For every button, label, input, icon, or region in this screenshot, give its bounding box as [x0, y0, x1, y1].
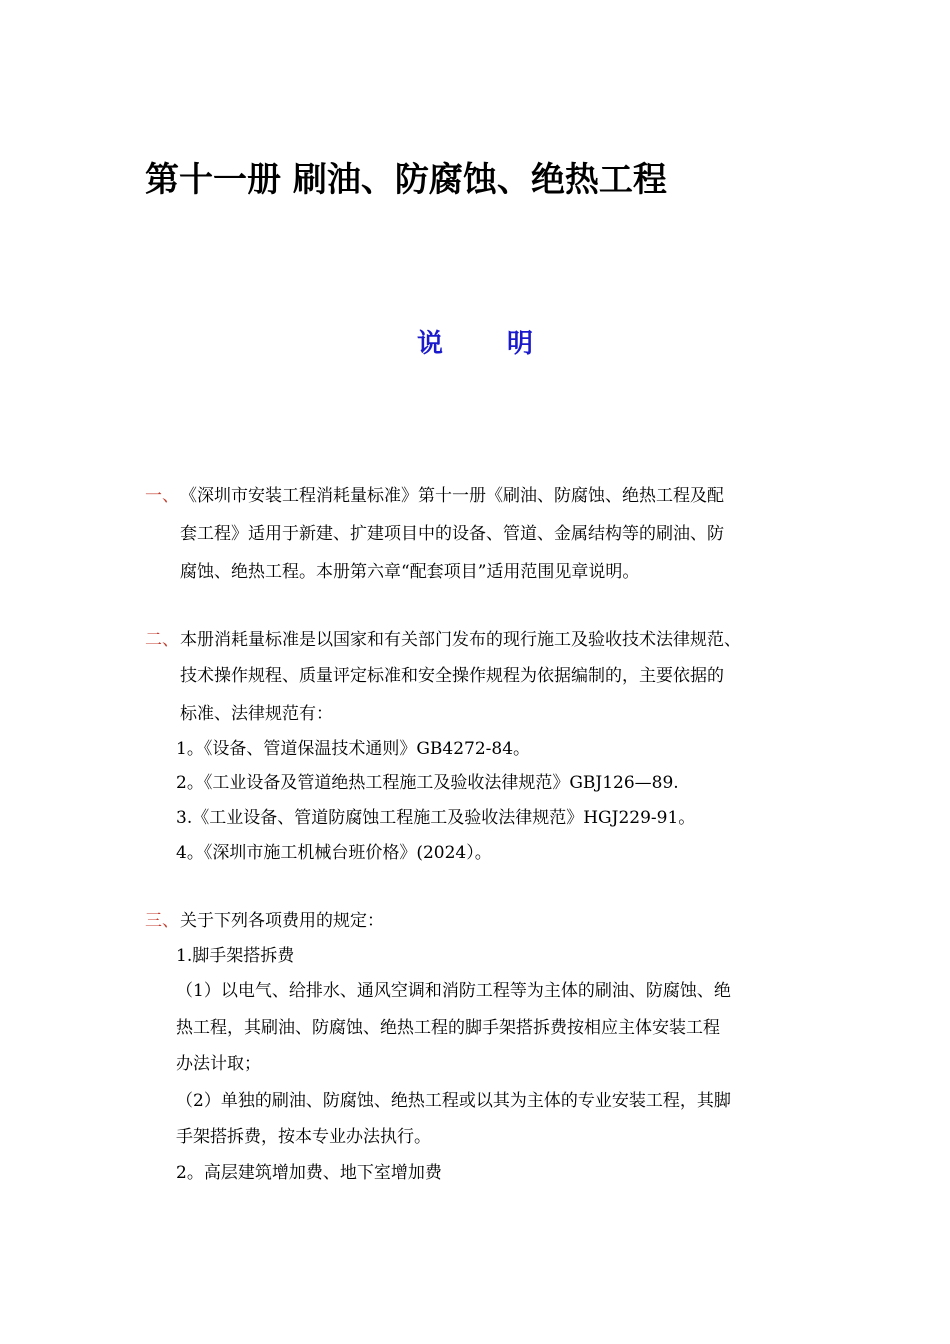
list-item: 1.脚手架搭拆费 — [176, 946, 295, 966]
list-item: 2。《工业设备及管道绝热工程施工及验收法律规范》GBJ126—89. — [176, 773, 679, 793]
list-item: 4。《深圳市施工机械台班价格》(2024）。 — [176, 843, 492, 863]
list-item: 办法计取； — [176, 1054, 261, 1074]
section-number: 二、 — [145, 630, 179, 650]
section-heading — [0, 323, 950, 360]
list-item: 1。《设备、管道保温技术通则》GB4272-84。 — [176, 739, 531, 759]
list-item: （2）单独的刷油、防腐蚀、绝热工程或以其为主体的专业安装工程，其脚 — [176, 1091, 731, 1111]
list-item: 3.《工业设备、管道防腐蚀工程施工及验收法律规范》HGJ229-91。 — [176, 808, 696, 828]
paragraph-line: 《深圳市安装工程消耗量标准》第十一册《刷油、防腐蚀、绝热工程及配 — [180, 486, 724, 506]
list-item: 热工程，其刷油、防腐蚀、绝热工程的脚手架搭拆费按相应主体安装工程 — [176, 1018, 720, 1038]
document-title: 第十一册 刷油、防腐蚀、绝热工程 — [145, 160, 667, 200]
paragraph-line: 腐蚀、绝热工程。本册第六章“配套项目”适用范围见章说明。 — [180, 562, 640, 582]
paragraph-line: 技术操作规程、质量评定标准和安全操作规程为依据编制的，主要依据的 — [180, 666, 724, 686]
paragraph-line: 关于下列各项费用的规定： — [180, 911, 384, 931]
heading-char-left: 说 — [416, 329, 443, 359]
list-item: 2。高层建筑增加费、地下室增加费 — [176, 1163, 442, 1183]
section-number: 一、 — [145, 486, 179, 506]
section-number: 三、 — [145, 911, 179, 931]
paragraph-line: 标准、法律规范有： — [180, 704, 333, 724]
list-item: （1）以电气、给排水、通风空调和消防工程等为主体的刷油、防腐蚀、绝 — [176, 981, 731, 1001]
paragraph-line: 本册消耗量标准是以国家和有关部门发布的现行施工及验收技术法律规范、 — [180, 630, 741, 650]
heading-char-right: 明 — [507, 329, 534, 359]
list-item: 手架搭拆费，按本专业办法执行。 — [176, 1127, 431, 1147]
paragraph-line: 套工程》适用于新建、扩建项目中的设备、管道、金属结构等的刷油、防 — [180, 524, 724, 544]
